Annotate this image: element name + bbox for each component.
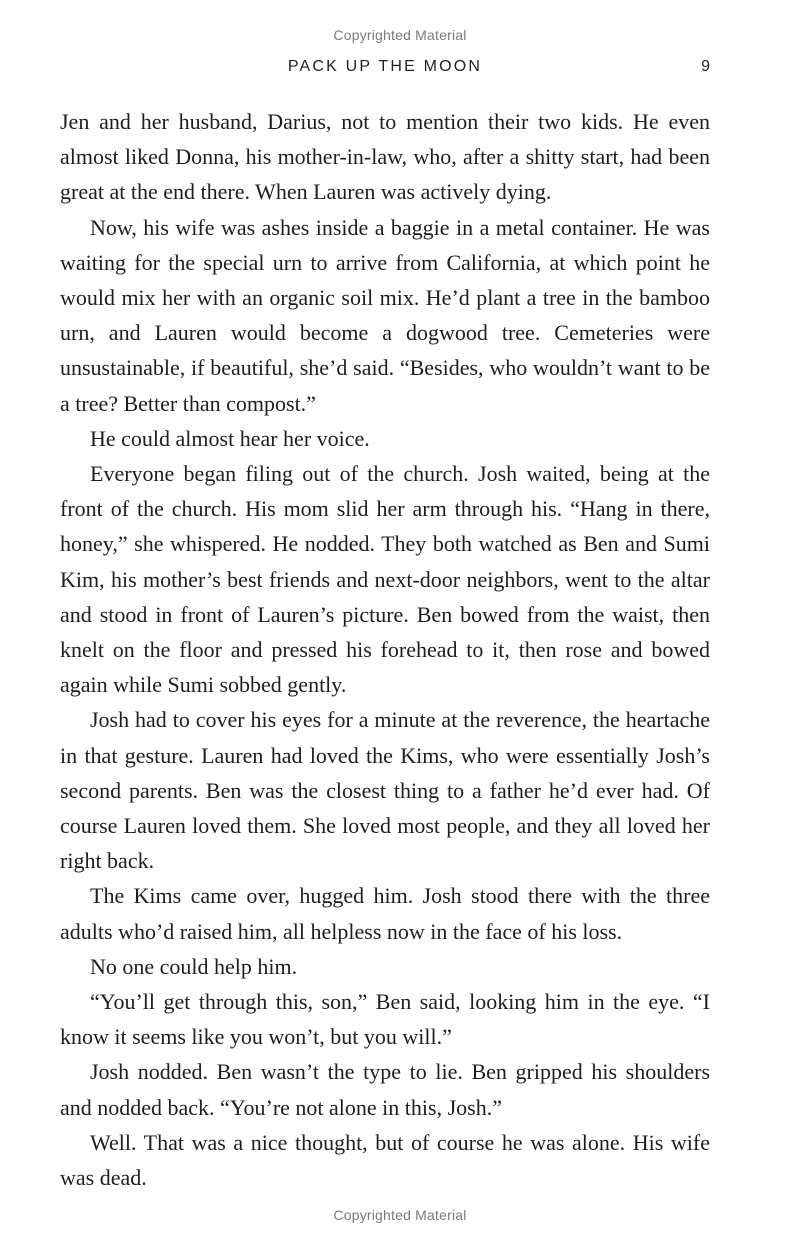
copyright-watermark-bottom: Copyrighted Material	[333, 1207, 467, 1223]
paragraph: Josh had to cover his eyes for a minute at the reverence, the heartache in that gesture. Lauren had loved the Kims, who were essentially Josh’s second parents. Ben was the closest thing to a father he’d ever had. Of course Lauren loved them. She loved most people, and they all loved her right back.	[60, 707, 710, 874]
running-header	[60, 58, 710, 82]
paragraph: Now, his wife was ashes inside a baggie in a metal container. He was waiting for the special urn to arrive from California, at which point he would mix her with an organic soil mix. He’d plant a tree in the bamboo urn, and Lauren would become a dogwood tree. Cemeteries were unsustainable, if beautiful, she’d said. “Besides, who wouldn’t want to be a tree? Better than compost.”	[60, 214, 710, 416]
paragraph: He could almost hear her voice.	[90, 425, 370, 451]
paragraph: The Kims came over, hugged him. Josh stood there with the three adults who’d raised him, all helpless now in the face of his loss.	[60, 883, 710, 944]
book-title: PACK UP THE MOON	[287, 58, 483, 75]
paragraph: “You’ll get through this, son,” Ben said, looking him in the eye. “I know it seems like you won’t, but you will.”	[60, 989, 710, 1050]
body-text	[60, 104, 710, 1195]
copyright-watermark-top: Copyrighted Material	[333, 27, 467, 43]
paragraph: Everyone began filing out of the church. Josh waited, being at the front of the church. His mom slid her arm through his. “Hang in there, honey,” she whispered. He nodded. They both watched as Ben and Sumi Kim, his mother’s best friends and next-door neighbors, went to the altar and stood in front of Lauren’s picture. Ben bowed from the waist, then knelt on the floor and pressed his forehead to it, then rose and bowed again while Sumi sobbed gently.	[60, 461, 710, 698]
page-number: 9	[701, 58, 710, 75]
paragraph: Josh nodded. Ben wasn’t the type to lie. Ben gripped his shoulders and nodded back. “You’re not alone in this, Josh.”	[60, 1059, 710, 1120]
paragraph: Jen and her husband, Darius, not to mention their two kids. He even almost liked Donna, his mother-in-law, who, after a shitty start, had been great at the end there. When Lauren was actively dying.	[60, 109, 710, 205]
paragraph: Well. That was a nice thought, but of course he was alone. His wife was dead.	[60, 1129, 710, 1191]
paragraph: No one could help him.	[90, 953, 298, 979]
